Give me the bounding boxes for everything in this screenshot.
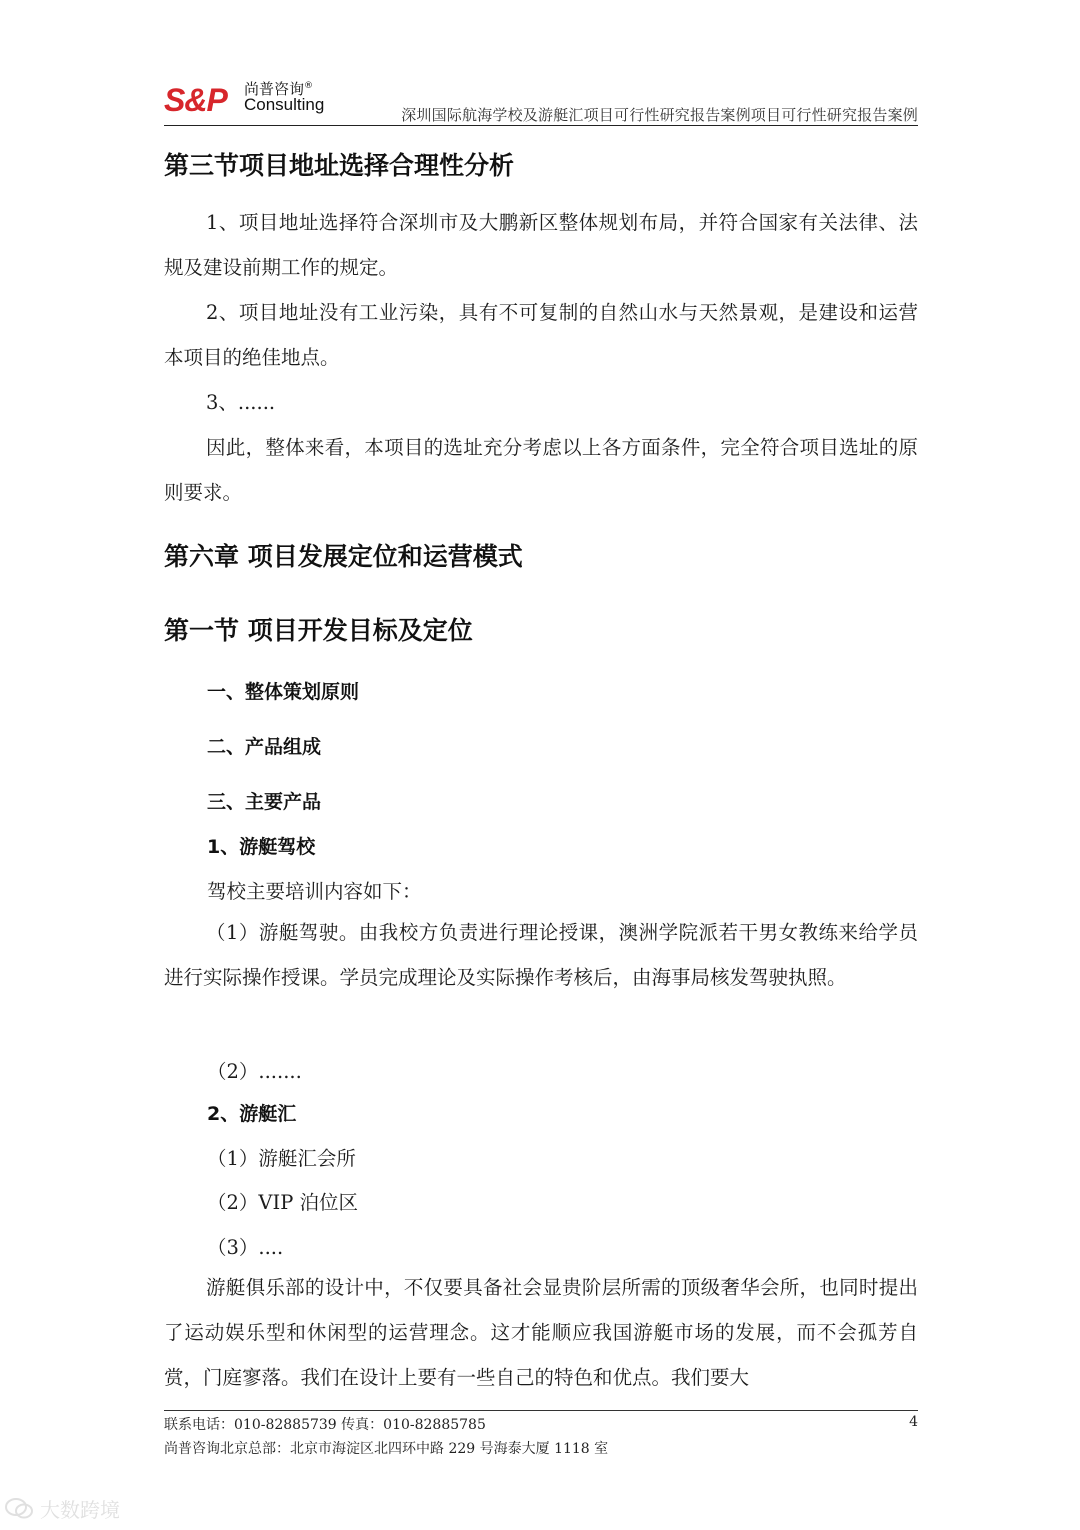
page-number: 4 — [909, 1414, 918, 1430]
logo-english-name: Consulting — [244, 95, 325, 114]
page-header — [164, 78, 918, 128]
club-item-3: （3）.... — [207, 1236, 284, 1259]
paragraph-1: 1、项目地址选择符合深圳市及大鹏新区整体规划布局，并符合国家有关法律、法规及建设前期工作的规定。 — [164, 211, 918, 279]
section-heading-1: 第一节 项目开发目标及定位 — [164, 616, 473, 645]
footer-contact: 联系电话：010-82885739 传真：010-82885785 — [164, 1417, 486, 1433]
watermark-text: 大数跨境 — [40, 1498, 120, 1522]
item-yacht-school: 1、游艇驾校 — [207, 836, 316, 858]
header-divider — [164, 125, 918, 126]
footer-address: 尚普咨询北京总部：北京市海淀区北四环中路 229 号海泰大厦 1118 室 — [164, 1441, 609, 1457]
item-yacht-club: 2、游艇汇 — [207, 1103, 297, 1125]
logo-chinese-name: 尚普咨询® — [244, 80, 314, 98]
document-title: 深圳国际航海学校及游艇汇项目可行性研究报告案例项目可行性研究报告案例 — [401, 106, 918, 124]
closing-paragraph: 游艇俱乐部的设计中，不仅要具备社会显贵阶层所需的顶级奢华会所，也同时提出了运动娱乐型和休闲型的运营理念。这才能顺应我国游艇市场的发展，而不会孤芳自赏，门庭寥落。我们在设计上要有一些自己的特色和优点。我们要大 — [164, 1276, 918, 1389]
chapter-heading: 第六章 项目发展定位和运营模式 — [164, 542, 523, 571]
club-item-2: （2）VIP 泊位区 — [207, 1191, 359, 1214]
training-item-2: （2）....... — [207, 1060, 302, 1083]
paragraph-2: 2、项目地址没有工业污染，具有不可复制的自然山水与天然景观，是建设和运营本项目的绝佳地点。 — [164, 301, 918, 369]
training-intro: 驾校主要培训内容如下： — [207, 880, 422, 903]
logo-mark: S&P — [164, 82, 227, 118]
chat-bubble-icon — [4, 1497, 34, 1521]
subheading-main-products: 三、主要产品 — [207, 791, 322, 813]
subheading-principles: 一、整体策划原则 — [207, 681, 360, 703]
section-heading: 第三节项目地址选择合理性分析 — [164, 151, 515, 180]
training-item-1: （1）游艇驾驶。由我校方负责进行理论授课，澳洲学院派若干男女教练来给学员进行实际操作授课。学员完成理论及实际操作考核后，由海事局核发驾驶执照。 — [164, 921, 918, 989]
watermark — [4, 1494, 120, 1523]
footer-divider — [164, 1410, 918, 1411]
paragraph-4: 因此，整体来看，本项目的选址充分考虑以上各方面条件，完全符合项目选址的原则要求。 — [164, 436, 918, 504]
subheading-composition: 二、产品组成 — [207, 736, 322, 758]
club-item-1: （1）游艇汇会所 — [207, 1147, 356, 1170]
paragraph-3: 3、...... — [206, 391, 276, 414]
